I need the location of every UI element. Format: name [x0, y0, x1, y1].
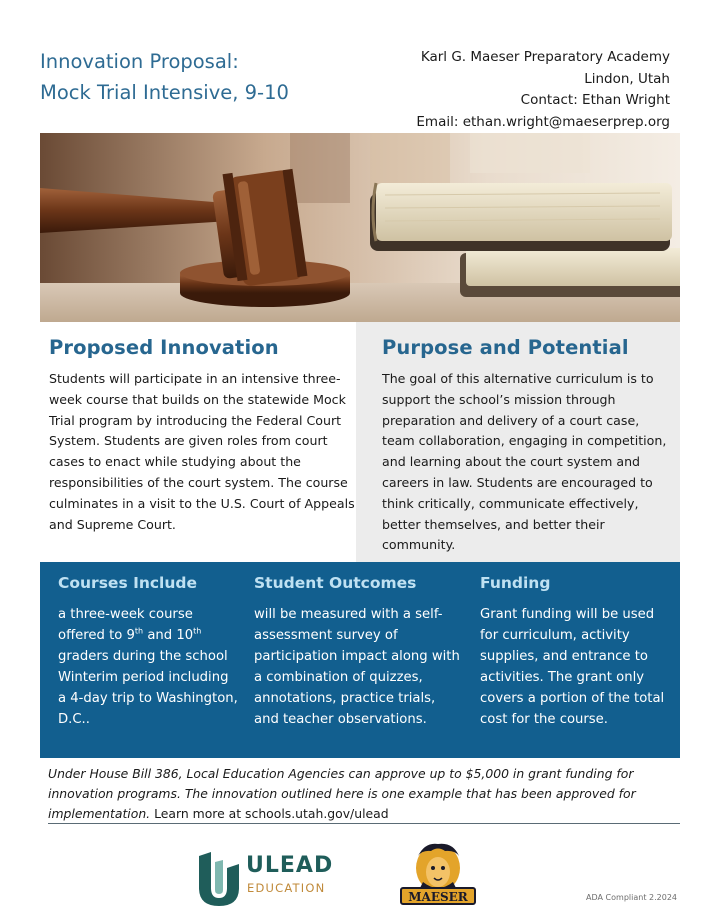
proposed-innovation-heading: Proposed Innovation	[49, 336, 279, 359]
funding-column	[480, 574, 672, 730]
ulead-mark-icon	[197, 848, 241, 908]
courses-column	[58, 574, 238, 730]
house-bill-note	[48, 764, 678, 824]
gavel-icon	[40, 133, 680, 322]
outcomes-heading: Student Outcomes	[254, 574, 417, 592]
lion-icon	[395, 842, 481, 912]
purpose-potential-section	[356, 322, 680, 562]
title-line-2: Mock Trial Intensive, 9-10	[40, 81, 289, 104]
school-name: Karl G. Maeser Preparatory Academy	[420, 49, 670, 65]
highlights-band	[40, 562, 680, 758]
maeser-wordmark: MAESER	[408, 890, 468, 904]
note-italic: Under House Bill 386, Local Education Agencies can approve up to $5,000 in grant funding for innovation programs. The innovation outlined here is one example that has been approved for implementation.	[48, 766, 636, 821]
proposed-innovation-body: Students will participate in an intensive three-week course that builds on the statewide Mock Trial program by introducing the Federal Court System. Students are given roles from court cases to enact while studying about the responsibilities of the court system. The course culminates in a visit to the U.S. Court of Appeals and Supreme Court.	[49, 371, 355, 532]
maeser-logo	[395, 842, 481, 912]
courses-sup-b: th	[193, 626, 202, 636]
ulead-link[interactable]: Learn more at schools.utah.gov/ulead	[150, 806, 389, 821]
funding-body: Grant funding will be used for curriculum, activity supplies, and entrance to activities. The grant only covers a portion of the total cost for the course.	[480, 607, 665, 727]
purpose-potential-body: The goal of this alternative curriculum is to support the school’s mission through preparation and delivery of a court case, team collaboration, engaging in competition, and learning about the court system and careers in law. Students are encouraged to think critically, communicate effectively, better themselves, and better their community.	[382, 371, 667, 553]
title-line-1: Innovation Proposal:	[40, 50, 239, 73]
courses-sup-a: th	[134, 626, 144, 636]
outcomes-column	[254, 574, 464, 730]
page-title	[40, 46, 289, 108]
ulead-logo	[197, 848, 337, 908]
proposed-innovation-section	[40, 322, 356, 562]
divider	[48, 823, 680, 824]
purpose-potential-heading: Purpose and Potential	[382, 336, 629, 359]
gavel-and-books-photo	[40, 133, 680, 322]
courses-body	[58, 604, 238, 730]
ulead-subtitle: EDUCATION	[247, 881, 326, 895]
courses-text-c: graders during the school Winterim period including a 4-day trip to Washington, D.C..	[58, 649, 238, 727]
courses-heading: Courses Include	[58, 574, 198, 592]
ada-compliance: ADA Compliant 2.2024	[586, 893, 677, 902]
courses-text-a: a three-week course offered to 9	[58, 607, 193, 643]
contact-block	[416, 47, 670, 133]
courses-text-b: and 10	[143, 628, 194, 643]
funding-heading: Funding	[480, 574, 551, 592]
school-location: Lindon, Utah	[584, 70, 670, 87]
outcomes-body: will be measured with a self-assessment survey of participation impact along with a combination of quizzes, annotations, practice trials, and teacher observations.	[254, 607, 460, 727]
contact-name: Contact: Ethan Wright	[520, 92, 670, 108]
contact-email: Email: ethan.wright@maeserprep.org	[416, 113, 670, 130]
ulead-wordmark: ULEAD	[246, 853, 334, 878]
